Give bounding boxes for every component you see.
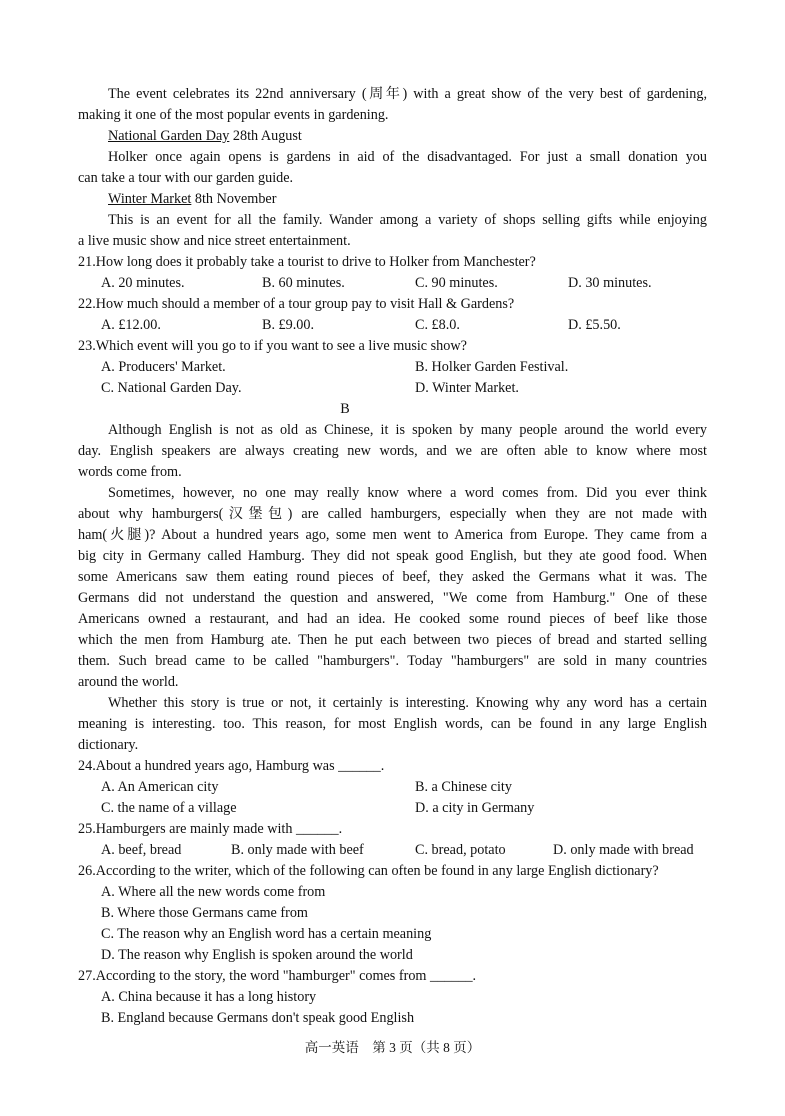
passage-line: which the men from Hamburg ate. Then he put each between two pieces of bread and started selling bbox=[78, 632, 707, 648]
option-row bbox=[78, 378, 707, 399]
event-text: can take a tour with our garden guide. bbox=[78, 170, 294, 186]
option: D. only made with bread bbox=[553, 842, 694, 858]
option: B. only made with beef bbox=[231, 842, 364, 858]
page-footer: 高一英语 第 3 页（共 8 页） bbox=[304, 1040, 481, 1055]
option: B. 60 minutes. bbox=[262, 275, 345, 291]
event-date: 28th August bbox=[229, 128, 302, 144]
option: A. An American city bbox=[101, 779, 219, 795]
option: B. Where those Germans came from bbox=[101, 905, 308, 921]
question-stem: 23.Which event will you go to if you want to see a live music show? bbox=[78, 338, 467, 354]
option-row bbox=[78, 273, 707, 294]
passage-line: big city in Germany called Hamburg. They did not speak good English, but they ate good food. When bbox=[78, 548, 707, 564]
option: D. a city in Germany bbox=[415, 800, 535, 816]
passage-line: Whether this story is true or not, it certainly is interesting. Knowing why any word has a certain bbox=[108, 695, 707, 711]
passage-line: around the world. bbox=[78, 674, 179, 690]
option-row bbox=[78, 840, 707, 861]
event-title: National Garden Day bbox=[108, 128, 230, 144]
option-row bbox=[78, 798, 707, 819]
question-stem: 21.How long does it probably take a tourist to drive to Holker from Manchester? bbox=[78, 254, 536, 270]
passage-line: some Americans saw them eating round pieces of beef, they asked the Germans what it was. The bbox=[78, 569, 707, 585]
option: C. the name of a village bbox=[101, 800, 237, 816]
option: B. England because Germans don't speak good English bbox=[101, 1010, 415, 1026]
option: A. Where all the new words come from bbox=[101, 884, 326, 900]
option-row bbox=[78, 777, 707, 798]
passage-line: Germans did not understand the question and answered, "We come from Hamburg." One of these bbox=[78, 590, 707, 606]
option: B. a Chinese city bbox=[415, 779, 512, 795]
option: D. The reason why English is spoken around the world bbox=[101, 947, 413, 963]
passage-line: words come from. bbox=[78, 464, 182, 480]
passage-line: them. Such bread came to be called "hamburgers". Today "hamburgers" are sold in many countries bbox=[78, 653, 707, 669]
passage-line: meaning is interesting. too. This reason, for most English words, can be found in any large English bbox=[78, 716, 707, 732]
option-row bbox=[78, 315, 707, 336]
question-stem: 22.How much should a member of a tour group pay to visit Hall & Gardens? bbox=[78, 296, 515, 312]
event-title: Winter Market bbox=[108, 191, 192, 207]
passage-line: day. English speakers are always creating new words, and we are often able to know where most bbox=[78, 443, 707, 459]
option: D. £5.50. bbox=[568, 317, 621, 333]
option: C. £8.0. bbox=[415, 317, 460, 333]
question-stem: 24.About a hundred years ago, Hamburg was ______. bbox=[78, 758, 385, 774]
event-heading bbox=[108, 126, 707, 147]
passage-line: about why hamburgers(汉堡包) are called hamburgers, especially when they are not made with bbox=[78, 506, 707, 522]
question-stem: 25.Hamburgers are mainly made with ______. bbox=[78, 821, 343, 837]
event-date: 8th November bbox=[191, 191, 277, 207]
option: A. Producers' Market. bbox=[101, 359, 226, 375]
passage-line: Americans owned a restaurant, and had an idea. He cooked some round pieces of beef like those bbox=[78, 611, 707, 627]
option: D. 30 minutes. bbox=[568, 275, 652, 291]
passage-line: Sometimes, however, no one may really know where a word comes from. Did you ever think bbox=[108, 485, 707, 501]
intro-line: The event celebrates its 22nd anniversary (周年) with a great show of the very best of gardening, bbox=[108, 86, 707, 102]
passage-line: Although English is not as old as Chinese, it is spoken by many people around the world every bbox=[108, 422, 707, 438]
option: A. beef, bread bbox=[101, 842, 182, 858]
event-text: a live music show and nice street entertainment. bbox=[78, 233, 351, 249]
option: B. £9.00. bbox=[262, 317, 315, 333]
option: A. £12.00. bbox=[101, 317, 161, 333]
option: C. National Garden Day. bbox=[101, 380, 242, 396]
passage-line: ham(火腿)? About a hundred years ago, some men went to America from Europe. They came from a bbox=[78, 527, 707, 543]
question-stem: 26.According to the writer, which of the following can often be found in any large English dictionary? bbox=[78, 863, 659, 879]
intro-line: making it one of the most popular events in gardening. bbox=[78, 107, 389, 123]
event-heading bbox=[108, 189, 707, 210]
section-heading: B bbox=[340, 401, 350, 417]
option: D. Winter Market. bbox=[415, 380, 519, 396]
option-row bbox=[78, 357, 707, 378]
question-stem: 27.According to the story, the word "hamburger" comes from ______. bbox=[78, 968, 477, 984]
option: C. The reason why an English word has a certain meaning bbox=[101, 926, 432, 942]
passage-line: dictionary. bbox=[78, 737, 139, 753]
option: C. 90 minutes. bbox=[415, 275, 498, 291]
option: A. China because it has a long history bbox=[101, 989, 317, 1005]
event-text: Holker once again opens is gardens in aid of the disadvantaged. For just a small donation you bbox=[108, 149, 707, 165]
option: C. bread, potato bbox=[415, 842, 506, 858]
event-text: This is an event for all the family. Wander among a variety of shops selling gifts while enjoying bbox=[108, 212, 707, 228]
option: B. Holker Garden Festival. bbox=[415, 359, 569, 375]
option: A. 20 minutes. bbox=[101, 275, 185, 291]
